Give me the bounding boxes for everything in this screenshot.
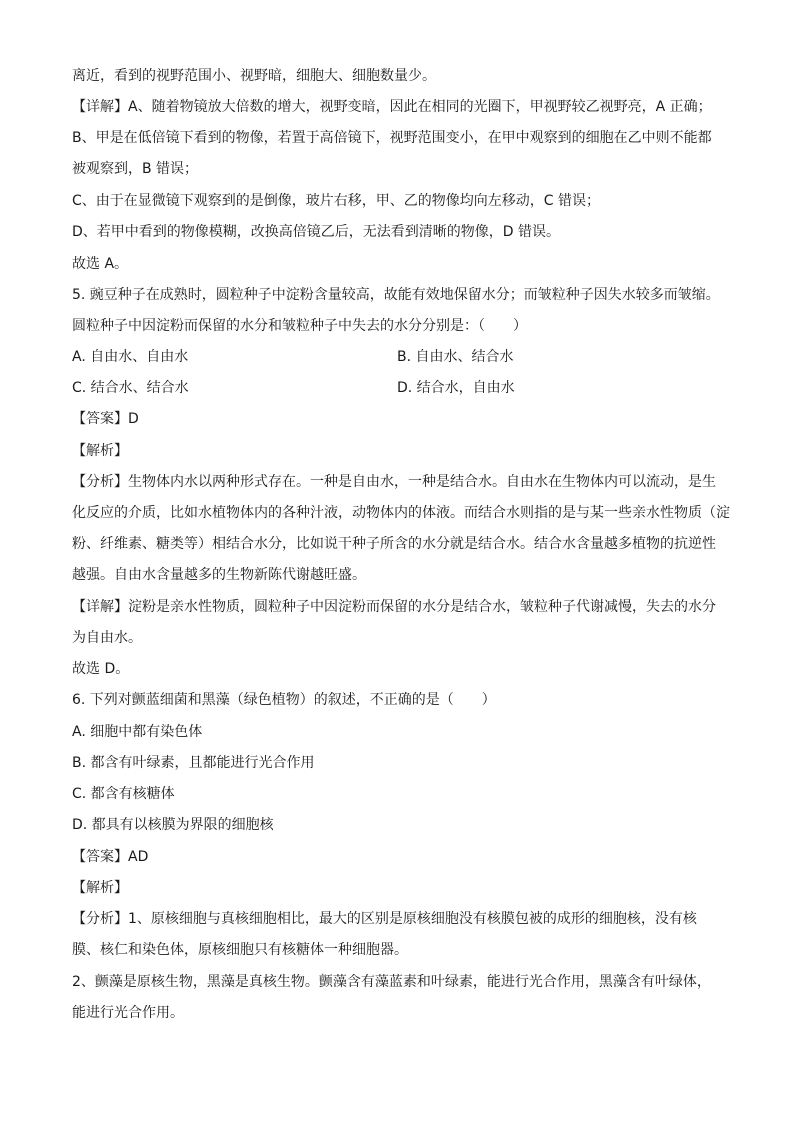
q5-option-a: A. 自由水、自由水 [72,349,189,365]
detail-label: 【详解】 [72,99,128,115]
q6-analysis-line: 【分析】1、原核细胞与真核细胞相比，最大的区别是原核细胞没有核膜包被的成形的细胞核，没有核 [72,911,697,927]
q5-analysis-line: 粉、纤维素、糖类等）相结合水分，比如说干种子所含的水分就是结合水。结合水含量越多植物的抗逆性 [72,536,716,552]
text-line: 离近，看到的视野范围小、视野暗，细胞大、细胞数量少。 [72,68,436,84]
q5-analysis-title: 【解析】 [72,443,128,459]
q6-answer: 【答案】AD [72,849,149,865]
q6-option-d: D. 都具有以核膜为界限的细胞核 [72,817,274,833]
q5-answer: 【答案】D [72,411,139,427]
detail-line [72,97,712,117]
q5-analysis-line: 越强。自由水含量越多的生物新陈代谢越旺盛。 [72,567,366,583]
detail-c: C、由于在显微镜下观察到的是倒像，玻片右移，甲、乙的物像均向左移动，C 错误； [72,193,600,209]
q5-analysis-line: 【分析】生物体内水以两种形式存在。一种是自由水，一种是结合水。自由水在生物体内可以流动，是生 [72,474,716,490]
question-6-stem: 6. 下列对颤蓝细菌和黑藻（绿色植物）的叙述，不正确的是（ ） [72,692,496,708]
q5-analysis-line: 化反应的介质，比如水植物体内的各种汁液，动物体内的体液。而结合水则指的是与某一些亲水性物质（淀 [72,505,730,521]
detail-b2: 被观察到，B 错误； [72,161,199,177]
q6-analysis-line: 能进行光合作用。 [72,1005,184,1021]
q5-option-b: B. 自由水、结合水 [397,349,514,365]
q5-detail-line: 【详解】淀粉是亲水性物质，圆粒种子中因淀粉而保留的水分是结合水，皱粒种子代谢减慢，失去的水分 [72,599,716,615]
q6-option-c: C. 都含有核糖体 [72,786,175,802]
q6-option-a: A. 细胞中都有染色体 [72,724,203,740]
detail-d: D、若甲中看到的物像模糊，改换高倍镜乙后，无法看到清晰的物像，D 错误。 [72,224,561,240]
q5-option-c: C. 结合水、结合水 [72,380,189,396]
q6-option-b: B. 都含有叶绿素，且都能进行光合作用 [72,755,315,771]
q6-analysis-line: 2、颤藻是原核生物，黑藻是真核生物。颤藻含有藻蓝素和叶绿素，能进行光合作用，黑藻含有叶绿体， [72,974,711,990]
question-5-stem-2: 圆粒种子中因淀粉而保留的水分和皱粒种子中失去的水分分别是：（ ） [72,318,527,334]
q5-detail-line: 为自由水。 [72,630,142,646]
q6-analysis-line: 膜、核仁和染色体，原核细胞只有核糖体一种细胞器。 [72,942,408,958]
choice-line: 故选 A。 [72,256,129,272]
q6-analysis-title: 【解析】 [72,880,128,896]
q5-option-d: D. 结合水，自由水 [397,380,515,396]
question-5-stem: 5. 豌豆种子在成熟时，圆粒种子中淀粉含量较高，故能有效地保留水分；而皱粒种子因失水较多而皱缩。 [72,287,720,303]
detail-b1: B、甲是在低倍镜下看到的物像，若置于高倍镜下，视野范围变小，在甲中观察到的细胞在乙中则不能都 [72,130,712,146]
detail-a: A、随着物镜放大倍数的增大，视野变暗，因此在相同的光圈下，甲视野较乙视野亮，A 正确； [128,99,712,115]
q5-choice: 故选 D。 [72,661,130,677]
